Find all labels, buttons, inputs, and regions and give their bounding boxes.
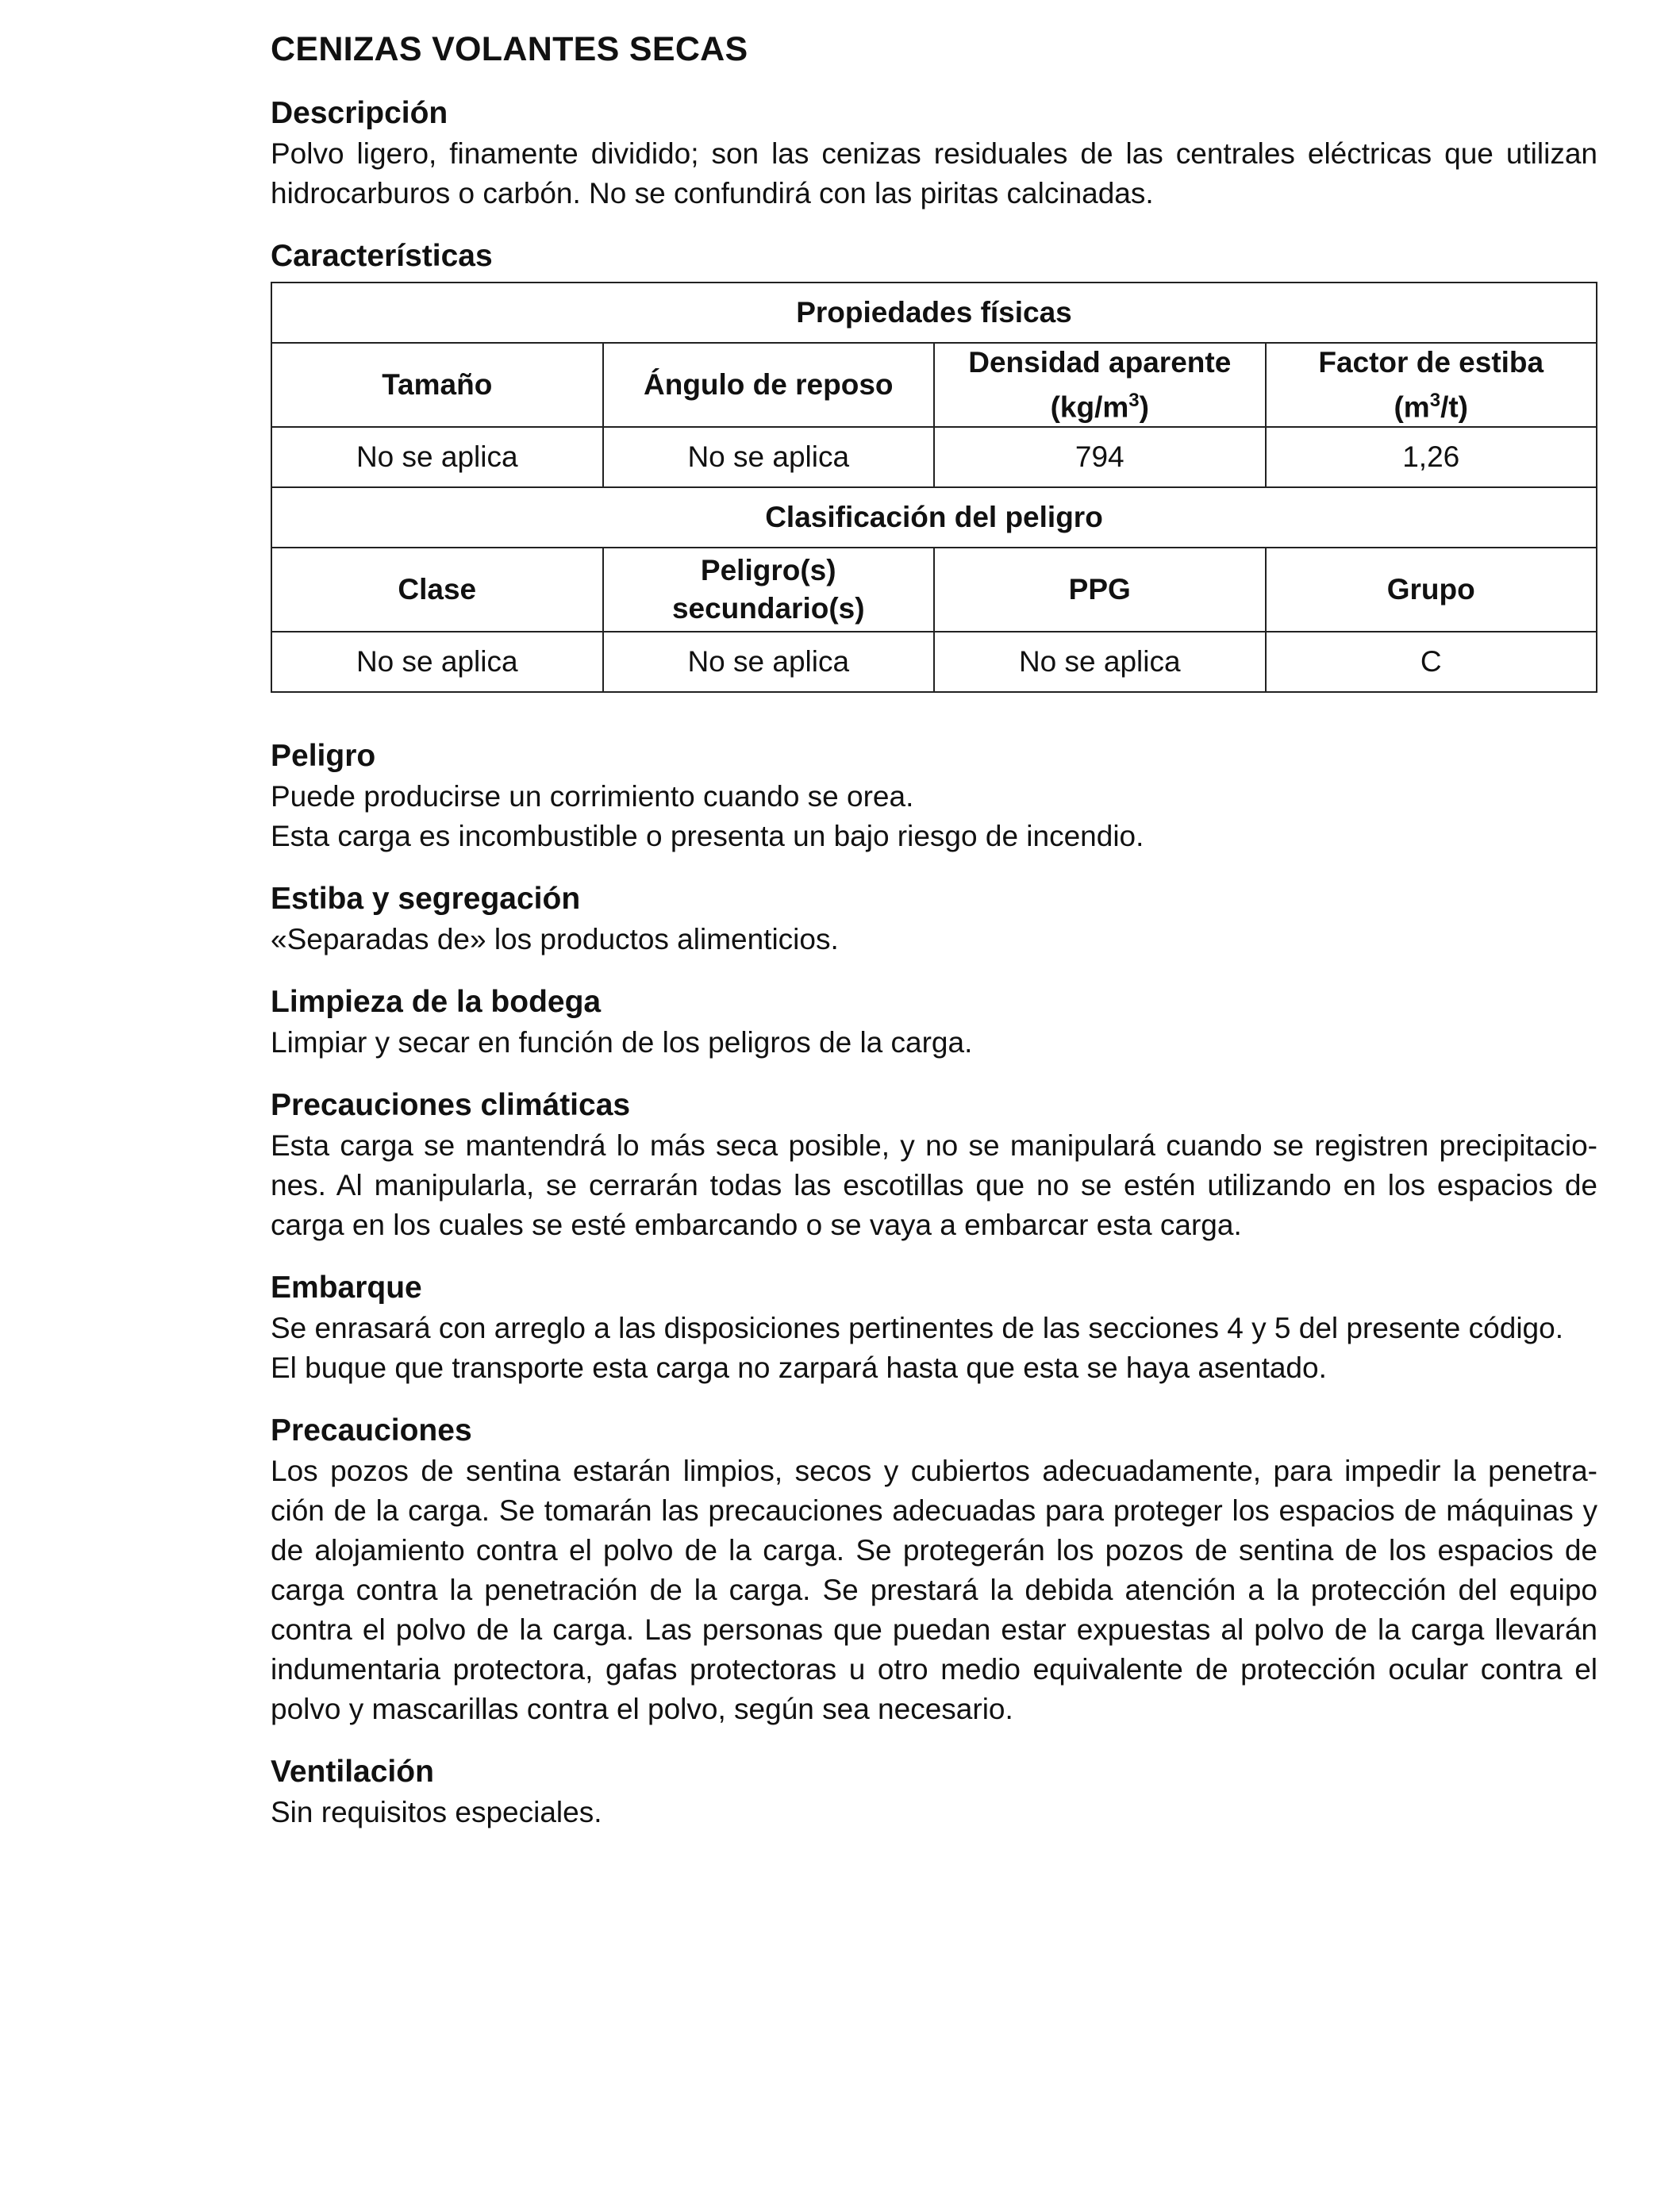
document-title: CENIZAS VOLANTES SECAS — [271, 30, 748, 68]
text-line: «Separadas de» los productos alimenticios. — [271, 923, 839, 956]
text-line: Puede producirse un corrimiento cuando se orea. — [271, 780, 914, 813]
value-peligro-secundario: No se aplica — [603, 632, 935, 692]
table-row — [271, 548, 1597, 632]
section-embarque — [271, 1271, 1597, 1388]
paragraph-climaticas — [271, 1126, 1597, 1245]
text-line: Sin requisitos especiales. — [271, 1796, 602, 1829]
text-line: indumentaria protectora, gafas protectoras u otro medio equivalente de protección ocular contra el — [271, 1653, 1597, 1686]
header-ppg: PPG — [934, 548, 1266, 632]
text-line: carga contra la penetración de la carga. Se prestará la debida atención a la protección del equipo — [271, 1574, 1597, 1607]
heading-peligro: Peligro — [271, 739, 376, 774]
value-tamano: No se aplica — [271, 427, 603, 487]
text-line: polvo y mascarillas contra el polvo, según sea necesario. — [271, 1693, 1013, 1726]
section-peligro — [271, 739, 1597, 856]
text-line: hidrocarburos o carbón. No se confundirá con las piritas calcinadas. — [271, 177, 1154, 210]
text-line: contra el polvo de la carga. Las personas que puedan estar expuestas al polvo de la carga llevarán — [271, 1613, 1597, 1647]
text-line: Los pozos de sentina estarán limpios, secos y cubiertos adecuadamente, para impedir la penetra- — [271, 1455, 1597, 1488]
table-row — [271, 343, 1597, 427]
heading-estiba: Estiba y segregación — [271, 882, 581, 917]
factor-unit-pre: (m — [1394, 390, 1430, 424]
factor-label: Factor de estiba — [1318, 346, 1544, 379]
header-factor — [1266, 343, 1597, 427]
factor-unit-post: /t) — [1440, 390, 1469, 424]
section-precauciones — [271, 1413, 1597, 1729]
value-grupo: C — [1266, 632, 1597, 692]
section-estiba — [271, 882, 1597, 959]
section-descripcion — [271, 96, 1597, 213]
densidad-label: Densidad aparente — [968, 346, 1232, 379]
heading-ventilacion: Ventilación — [271, 1755, 434, 1790]
text-line: de alojamiento contra el polvo de la carga. Se protegerán los pozos de sentina de los espacios de — [271, 1534, 1597, 1567]
heading-descripcion: Descripción — [271, 96, 448, 130]
heading-limpieza: Limpieza de la bodega — [271, 985, 602, 1020]
document-page — [271, 30, 1597, 1858]
value-densidad: 794 — [934, 427, 1266, 487]
section-ventilacion — [271, 1755, 1597, 1832]
peligro-line2: secundario(s) — [671, 592, 865, 625]
value-angulo: No se aplica — [603, 427, 935, 487]
value-factor: 1,26 — [1266, 427, 1597, 487]
header-peligro-secundario — [603, 548, 935, 632]
densidad-unit-sup: 3 — [1128, 390, 1140, 411]
heading-embarque: Embarque — [271, 1271, 422, 1305]
peligro-line1: Peligro(s) — [700, 554, 836, 587]
table-row — [271, 427, 1597, 487]
caracteristicas-table — [271, 282, 1597, 693]
text-line: ción de la carga. Se tomarán las precauciones adecuadas para proteger los espacios de máquinas y — [271, 1494, 1597, 1528]
header-grupo: Grupo — [1266, 548, 1597, 632]
value-ppg: No se aplica — [934, 632, 1266, 692]
heading-caracteristicas: Características — [271, 239, 493, 273]
section-limpieza — [271, 985, 1597, 1063]
densidad-unit-post: ) — [1139, 390, 1149, 424]
clasificacion-title: Clasificación del peligro — [271, 487, 1597, 548]
heading-climaticas: Precauciones climáticas — [271, 1088, 631, 1123]
text-line: Polvo ligero, finamente dividido; son las cenizas residuales de las centrales eléctricas que utilizan — [271, 137, 1597, 170]
value-clase: No se aplica — [271, 632, 603, 692]
text-line: carga en los cuales se esté embarcando o se vaya a embarcar esta carga. — [271, 1209, 1242, 1242]
table-row — [271, 487, 1597, 548]
table-row — [271, 632, 1597, 692]
text-line: Esta carga se mantendrá lo más seca posible, y no se manipulará cuando se registren precipitacio- — [271, 1129, 1597, 1163]
paragraph-precauciones — [271, 1451, 1597, 1729]
paragraph-descripcion — [271, 134, 1597, 213]
section-climaticas — [271, 1088, 1597, 1245]
header-angulo: Ángulo de reposo — [603, 343, 935, 427]
header-tamano: Tamaño — [271, 343, 603, 427]
text-line: Esta carga es incombustible o presenta un bajo riesgo de incendio. — [271, 820, 1144, 853]
header-clase: Clase — [271, 548, 603, 632]
text-line: El buque que transporte esta carga no zarpará hasta que esta se haya asentado. — [271, 1351, 1327, 1385]
text-line: Se enrasará con arreglo a las disposiciones pertinentes de las secciones 4 y 5 del presente código. — [271, 1312, 1563, 1345]
heading-precauciones: Precauciones — [271, 1413, 472, 1448]
table-row — [271, 283, 1597, 343]
text-line: nes. Al manipularla, se cerrarán todas las escotillas que no se estén utilizando en los espacios de — [271, 1169, 1597, 1202]
propiedades-title: Propiedades físicas — [271, 283, 1597, 343]
densidad-unit-pre: (kg/m — [1050, 390, 1129, 424]
text-line: Limpiar y secar en función de los peligros de la carga. — [271, 1026, 973, 1059]
header-densidad — [934, 343, 1266, 427]
factor-unit-sup: 3 — [1429, 390, 1441, 411]
